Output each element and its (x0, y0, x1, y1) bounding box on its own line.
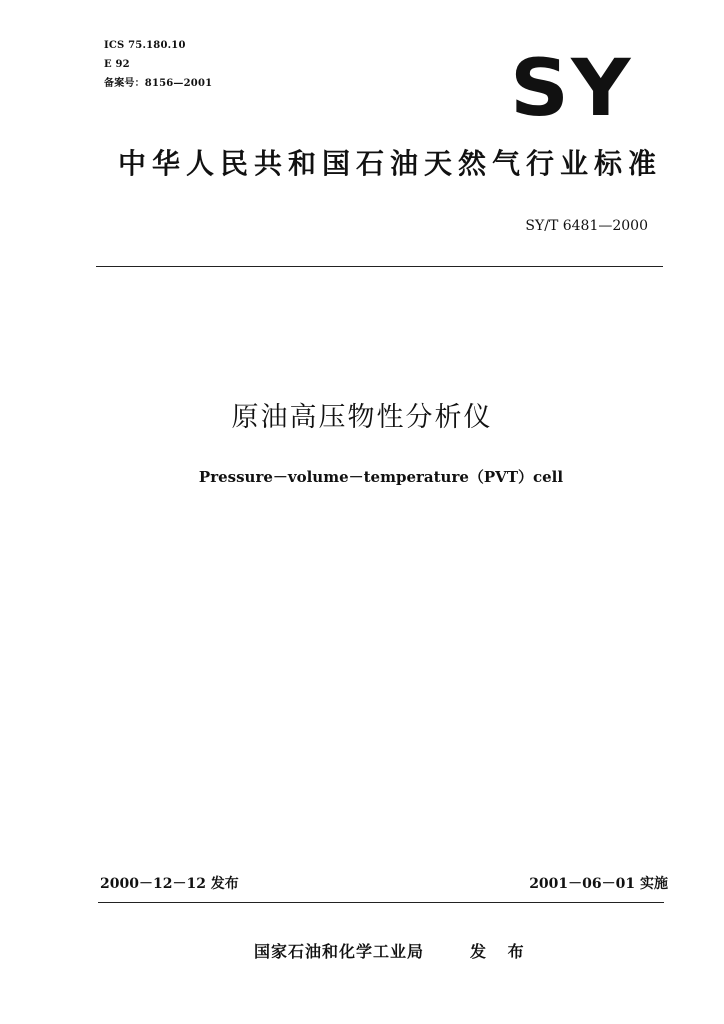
top-divider (96, 266, 663, 267)
document-title-chinese: 原油高压物性分析仪 (231, 402, 493, 433)
issue-label: 发 布 (470, 942, 532, 961)
industry-standard-title: 中华人民共和国石油天然气行业标准 (118, 147, 663, 180)
filing-number: 备案号：8156—2001 (104, 78, 213, 89)
publish-date: 2000－12－12 发布 (100, 876, 239, 892)
issuing-authority: 国家石油和化学工业局 (254, 942, 425, 961)
bottom-divider (98, 902, 664, 903)
sy-logo: SY (510, 44, 633, 134)
standard-number: SY/T 6481—2000 (525, 218, 648, 234)
ics-code: ICS 75.180.10 (104, 40, 186, 51)
classification-code: E 92 (104, 59, 130, 70)
document-title-english: Pressure－volume－temperature（PVT）cell (198, 468, 564, 486)
effective-date: 2001－06－01 实施 (529, 876, 668, 892)
